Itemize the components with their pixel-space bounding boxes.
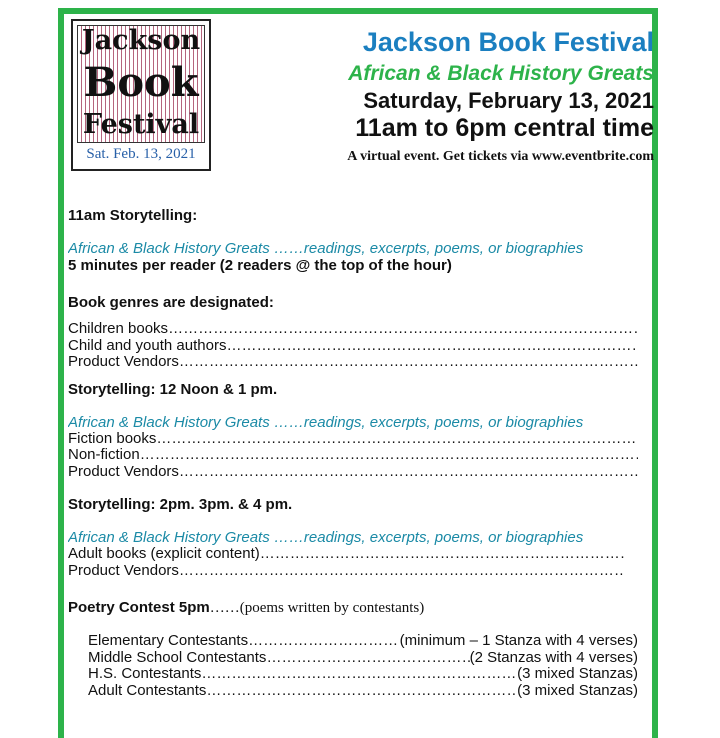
list-item: Adult books (explicit content) ………………………………………………………………………………………………………………………………………………………………………… bbox=[68, 546, 625, 563]
schedule-content bbox=[68, 207, 638, 699]
virtual-event-note: A virtual event. Get tickets via www.eventbrite.com bbox=[347, 149, 654, 164]
contest-row: Middle School Contestants ………………………………………………………………………………………………………………………………………………………………………… (2 Stanzas with 4 verses) bbox=[68, 650, 638, 667]
contest-row: H.S. Contestants ………………………………………………………………………………………………………………………………………………………………………… (3 mixed Stanzas) bbox=[68, 666, 638, 683]
logo-line-2: Book bbox=[83, 59, 199, 106]
contest-row: Elementary Contestants ………………………………………………………………………………………………………………………………………………………………………… (minimum – 1 Stanza with 4 verses) bbox=[68, 633, 638, 650]
list-item: Fiction books ………………………………………………………………………………………………………………………………………………………………………… bbox=[68, 431, 638, 448]
logo-date: Sat. Feb. 13, 2021 bbox=[86, 146, 196, 162]
festival-date: Saturday, February 13, 2021 bbox=[363, 88, 654, 113]
section-heading: 11am Storytelling: bbox=[68, 207, 198, 224]
festival-logo bbox=[71, 19, 211, 171]
logo-line-3: Festival bbox=[82, 109, 200, 140]
section-heading: Storytelling: 2pm. 3pm. & 4 pm. bbox=[68, 496, 293, 513]
list-item: Product Vendors ………………………………………………………………………………………………………………………………………………………………………… bbox=[68, 354, 638, 371]
section-theme: African & Black History Greats ……readings, excerpts, poems, or biographies bbox=[68, 240, 584, 257]
reader-note: 5 minutes per reader (2 readers @ the top of the hour) bbox=[68, 257, 452, 274]
poetry-note: ……(poems written by contestants) bbox=[209, 600, 425, 616]
list-item: Product Vendors ………………………………………………………………………………………………………………………………………………………………………… bbox=[68, 563, 625, 580]
section-theme: African & Black History Greats ……readings, excerpts, poems, or biographies bbox=[68, 529, 584, 546]
section-heading: Storytelling: 12 Noon & 1 pm. bbox=[68, 380, 278, 398]
contest-row: Adult Contestants ………………………………………………………………………………………………………………………………………………………………………… (3 mixed Stanzas) bbox=[68, 683, 638, 700]
poetry-title: Poetry Contest 5pm bbox=[68, 599, 210, 616]
list-item: Non-fiction ………………………………………………………………………………………………………………………………………………………………………… bbox=[68, 447, 638, 464]
list-item: Product Vendors ………………………………………………………………………………………………………………………………………………………………………… bbox=[68, 464, 638, 481]
festival-time: 11am to 6pm central time bbox=[355, 114, 654, 142]
festival-subtitle: African & Black History Greats bbox=[348, 62, 654, 85]
section-theme: African & Black History Greats ……readings, excerpts, poems, or biographies bbox=[68, 413, 584, 431]
list-item: Child and youth authors ………………………………………………………………………………………………………………………………………………………………………… bbox=[68, 338, 638, 355]
list-item: Children books ………………………………………………………………………………………………………………………………………………………………………… bbox=[68, 321, 638, 338]
section-heading: Book genres are designated: bbox=[68, 294, 274, 311]
festival-title: Jackson Book Festival bbox=[362, 27, 654, 57]
poetry-heading bbox=[68, 599, 638, 617]
logo-line-1: Jackson bbox=[81, 25, 201, 56]
